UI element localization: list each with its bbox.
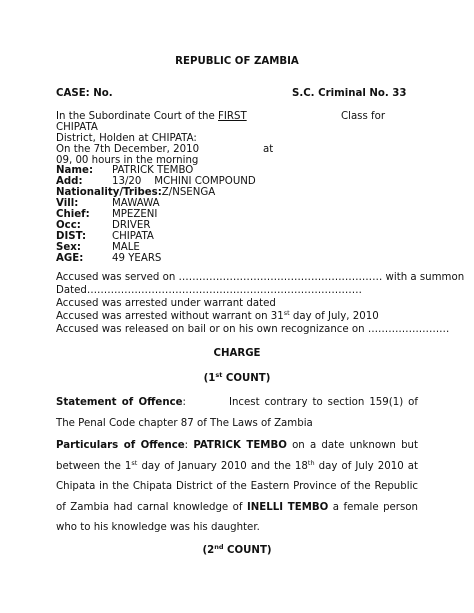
victim-name: INELLI TEMBO xyxy=(246,501,329,513)
count-1-heading: (1st COUNT) xyxy=(203,371,271,384)
court-time: 09, 00 hours in the morning xyxy=(56,155,199,166)
detail-label: Occ xyxy=(56,220,77,231)
court-line-3: District, Holden at CHIPATA: xyxy=(56,133,197,144)
without-warrant-line: Accused was arrested without warrant on 31st day of July, 2010 xyxy=(56,309,379,322)
criminal-number: S.C. Criminal No. 33 xyxy=(292,88,407,99)
statement-of-offence: Statement of Offence: Incest contrary to section 159(1) of The Penal Code chapter 87 of The Laws of Zambia xyxy=(56,397,418,429)
particulars-label: Particulars of Offence xyxy=(56,440,185,451)
detail-value: Z/NSENGA xyxy=(161,187,216,198)
detail-chief: Chief: xyxy=(56,209,90,220)
statement-text: Incest contrary to section 159(1) of The Penal Code chapter 87 of The Laws of Zambia xyxy=(56,397,418,429)
detail-value: DRIVER xyxy=(112,220,151,231)
case-number-label: CASE: No. xyxy=(56,88,113,99)
detail-label: DIST xyxy=(56,231,82,242)
court-line-2: CHIPATA xyxy=(56,122,98,133)
detail-district: DIST: xyxy=(56,231,87,242)
court-class-value: FIRST xyxy=(218,111,247,122)
dated-line: Dated……………………………………………………………………… xyxy=(56,285,362,296)
warrant-line: Accused was arrested under warrant dated xyxy=(56,298,276,309)
detail-label: Add xyxy=(56,176,79,187)
detail-value: MAWAWA xyxy=(112,198,160,209)
court-date: On the 7th December, 2010 xyxy=(56,144,200,155)
detail-village: Vill: xyxy=(56,198,79,209)
accused-name: PATRICK TEMBO xyxy=(193,440,287,451)
detail-label: Name xyxy=(56,165,89,176)
detail-value: MALE xyxy=(112,242,140,253)
statement-label: Statement of Offence xyxy=(56,397,183,408)
court-at: at xyxy=(263,144,274,155)
detail-label: Nationality/Tribes xyxy=(56,187,158,198)
court-line-1 xyxy=(56,111,273,122)
detail-value: CHIPATA xyxy=(112,231,154,242)
detail-label: Sex xyxy=(56,242,77,253)
charge-heading: CHARGE xyxy=(213,348,261,359)
count-2-heading: (2nd COUNT) xyxy=(202,543,272,556)
court-class-label: Class for xyxy=(341,111,386,122)
detail-label: Vill xyxy=(56,198,75,209)
detail-label: Chief xyxy=(56,209,86,220)
detail-value: MPEZENI xyxy=(112,209,158,220)
detail-nationality: Nationality/Tribes:Z/NSENGA xyxy=(56,187,216,198)
detail-sex: Sex: xyxy=(56,242,81,253)
served-line: Accused was served on …………………………………………………… with a summon xyxy=(56,272,465,283)
detail-age: AGE: xyxy=(56,253,84,264)
released-line: Accused was released on bail or on his own recognizance on …………………… xyxy=(56,324,450,335)
detail-label: AGE xyxy=(56,253,80,264)
court-line-1-prefix: In the Subordinate Court of the xyxy=(56,111,219,122)
document-title: REPUBLIC OF ZAMBIA xyxy=(175,56,299,67)
detail-name: Name: xyxy=(56,165,94,176)
detail-value: 49 YEARS xyxy=(112,253,162,264)
detail-occupation: Occ: xyxy=(56,220,81,231)
detail-value: 13/20 MCHINI COMPOUND xyxy=(112,176,256,187)
particulars-of-offence: Particulars of Offence: PATRICK TEMBO on a date unknown but between the 1st day of January 2010 and the 18th day of July 2010 at Chipata in the Chipata District of the Eastern Province of the Republic of Zambia had carnal knowledge of INELLI TEMBO a female person who to his knowledge was his daughter. xyxy=(56,440,419,533)
detail-address: Add: xyxy=(56,176,83,187)
detail-value: PATRICK TEMBO xyxy=(112,165,194,176)
